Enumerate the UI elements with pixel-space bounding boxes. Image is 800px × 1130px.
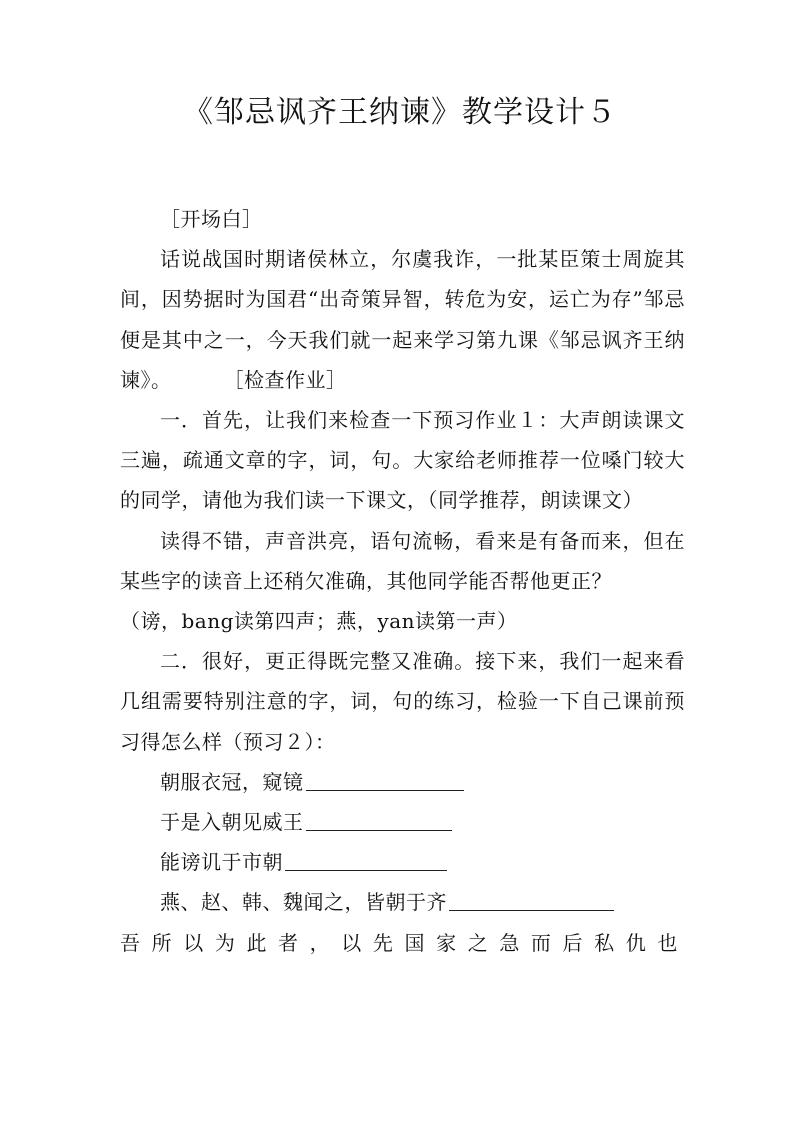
exercise-char: 家 <box>436 930 457 955</box>
exercise-char: 仇 <box>625 930 647 955</box>
answer-blank[interactable] <box>449 909 614 911</box>
exercise-char: 以 <box>341 930 362 955</box>
answer-blank[interactable] <box>306 789 464 791</box>
answer-blank[interactable] <box>285 869 447 871</box>
exercise-text: 能谤讥于市朝 <box>160 850 283 875</box>
paragraph-intro <box>120 239 685 400</box>
exercise-item <box>120 842 685 882</box>
exercise-item <box>120 762 685 802</box>
exercise-char: 也 <box>657 930 678 955</box>
exercise-item <box>120 882 685 922</box>
exercise-char: 后 <box>562 930 584 955</box>
paragraph-homework-1: 一．首先，让我们来检查一下预习作业１：大声朗读课文三遍，疏通文章的字，词，句。大家给老师推荐一位嗓门较大的同学，请他为我们读一下课文，（同学推荐，朗读课文） <box>120 408 685 513</box>
paragraph-homework-2: 二．很好，更正得既完整又准确。接下来，我们一起来看几组需要特别注意的字，词，句的练习，检验一下自己课前预习得怎么样（预习２）： <box>120 649 685 754</box>
opening-label: ［开场白］ <box>160 207 263 231</box>
exercise-char: ， <box>309 930 331 955</box>
check-homework-label: ［检查作业］ <box>223 367 347 392</box>
exercise-text: 朝服衣冠，窥镜 <box>160 769 304 794</box>
exercise-text: 燕、赵、韩、魏闻之，皆朝于齐 <box>160 890 447 915</box>
exercise-char: 所 <box>151 930 173 955</box>
document-title: 《邹忌讽齐王纳谏》教学设计５ <box>183 95 617 130</box>
exercise-char: 先 <box>372 930 394 955</box>
paragraph-pronunciation: （谤，bang读第四声；燕，yan读第一声） <box>120 609 518 634</box>
exercise-char: 者 <box>278 930 299 955</box>
answer-blank[interactable] <box>306 829 452 831</box>
exercise-char: 私 <box>594 930 615 955</box>
exercise-char: 而 <box>530 930 552 955</box>
paragraph-intro-text: 话说战国时期诸侯林立，尔虞我诈，一批某臣策士周旋其间，因势据时为国君“出奇策异智，转危为安，运亡为存”邹忌便是其中之一，今天我们就一起来学习第九课《邹忌讽齐王纳谏》。 <box>120 247 685 392</box>
exercise-char: 以 <box>183 930 204 955</box>
exercise-char: 之 <box>467 930 489 955</box>
document-body <box>120 199 685 963</box>
exercise-item <box>120 802 685 842</box>
exercise-char: 为 <box>214 930 236 955</box>
exercise-char: 国 <box>404 930 425 955</box>
exercise-char: 此 <box>246 930 267 955</box>
exercise-item-spaced <box>120 923 678 963</box>
exercise-char: 急 <box>499 930 520 955</box>
exercise-char: 吾 <box>120 930 141 955</box>
exercise-text: 于是入朝见威王 <box>160 810 304 835</box>
paragraph-feedback: 读得不错，声音洪亮，语句流畅，看来是有备而来，但在某些字的读音上还稍欠准确，其他同学能否帮他更正？ <box>120 528 685 593</box>
